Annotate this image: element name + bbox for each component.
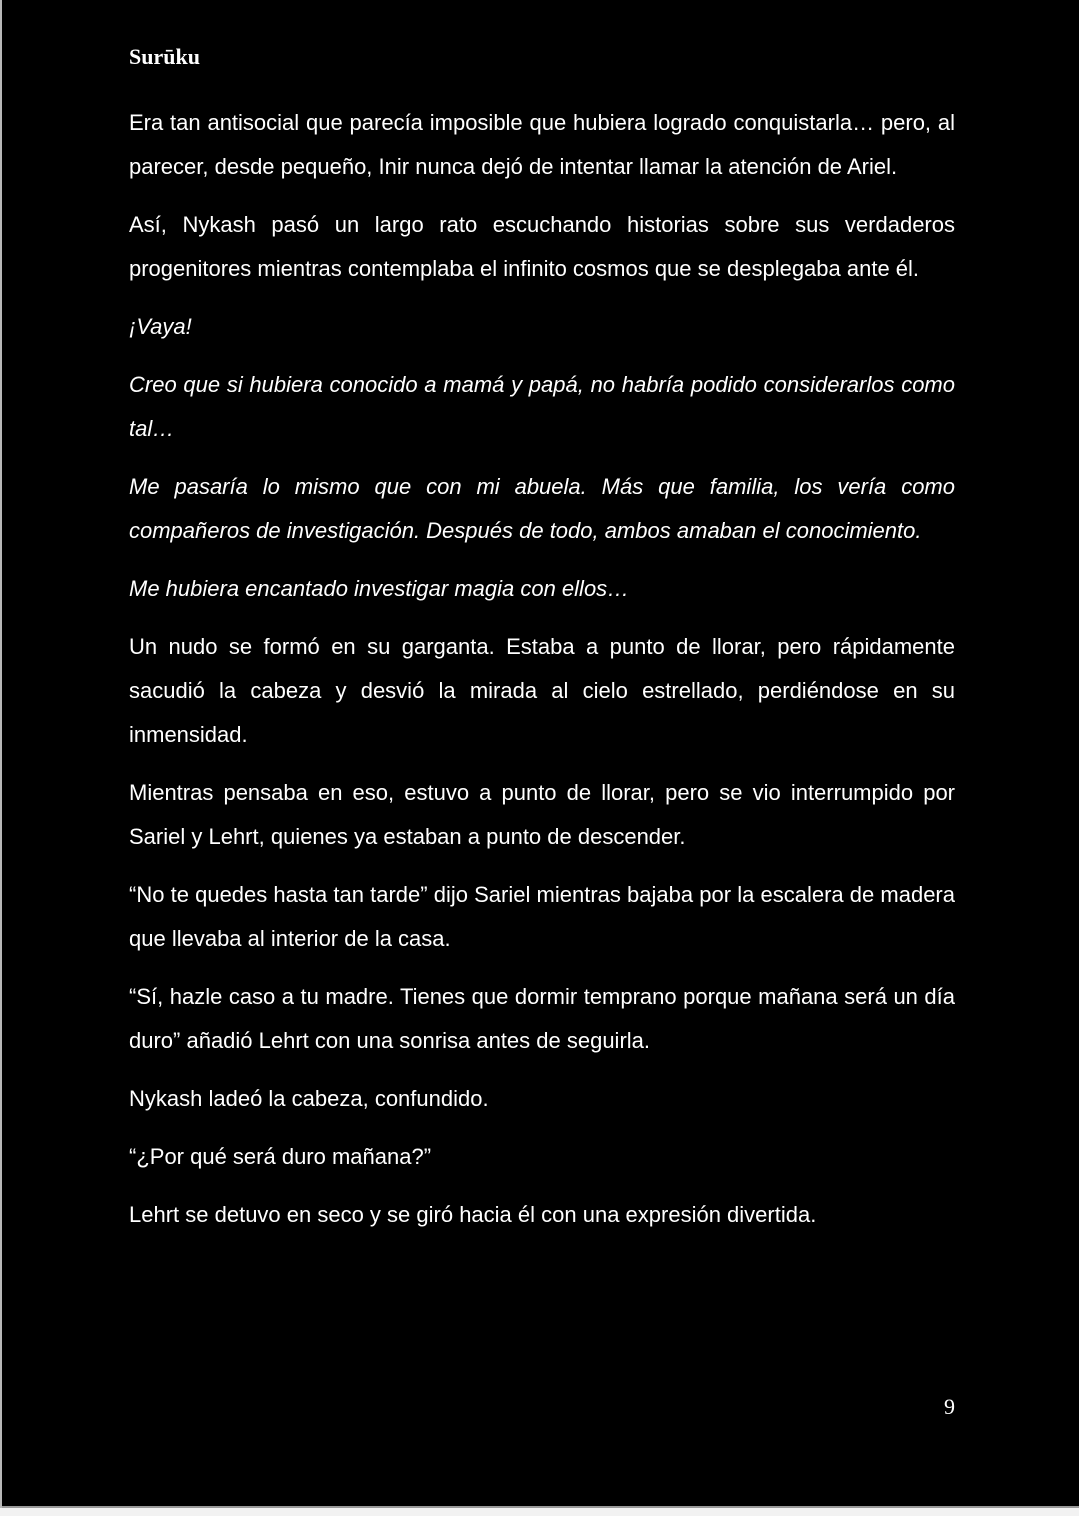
paragraph: Así, Nykash pasó un largo rato escuchando historias sobre sus verdaderos progenitores mientras contemplaba el infinito cosmos que se desplegaba ante él. bbox=[129, 212, 955, 281]
page-number: 9 bbox=[944, 1394, 955, 1419]
paragraph: Lehrt se detuvo en seco y se giró hacia él con una expresión divertida. bbox=[129, 1202, 817, 1227]
paragraph: “Sí, hazle caso a tu madre. Tienes que dormir temprano porque mañana será un día duro” añadió Lehrt con una sonrisa antes de seguirla. bbox=[129, 984, 955, 1053]
paragraph: Mientras pensaba en eso, estuvo a punto de llorar, pero se vio interrumpido por Sariel y Lehrt, quienes ya estaban a punto de descender. bbox=[129, 780, 955, 849]
document-page bbox=[2, 0, 1079, 1508]
paragraph: Era tan antisocial que parecía imposible que hubiera logrado conquistarla… pero, al parecer, desde pequeño, Inir nunca dejó de intentar llamar la atención de Ariel. bbox=[129, 110, 955, 179]
paragraph: “¿Por qué será duro mañana?” bbox=[129, 1144, 432, 1169]
paragraph: Me pasaría lo mismo que con mi abuela. Más que familia, los vería como compañeros de investigación. Después de todo, ambos amaban el conocimiento. bbox=[129, 474, 955, 543]
paragraph: “No te quedes hasta tan tarde” dijo Sariel mientras bajaba por la escalera de madera que llevaba al interior de la casa. bbox=[129, 882, 955, 951]
paragraph: Un nudo se formó en su garganta. Estaba a punto de llorar, pero rápidamente sacudió la cabeza y desvió la mirada al cielo estrellado, perdiéndose en su inmensidad. bbox=[129, 634, 955, 747]
paragraph: ¡Vaya! bbox=[129, 314, 192, 339]
body-text bbox=[129, 101, 955, 1251]
paragraph: Me hubiera encantado investigar magia con ellos… bbox=[129, 576, 630, 601]
running-header: Surūku bbox=[129, 44, 200, 69]
paragraph: Creo que si hubiera conocido a mamá y papá, no habría podido considerarlos como tal… bbox=[129, 372, 955, 441]
paragraph: Nykash ladeó la cabeza, confundido. bbox=[129, 1086, 489, 1111]
